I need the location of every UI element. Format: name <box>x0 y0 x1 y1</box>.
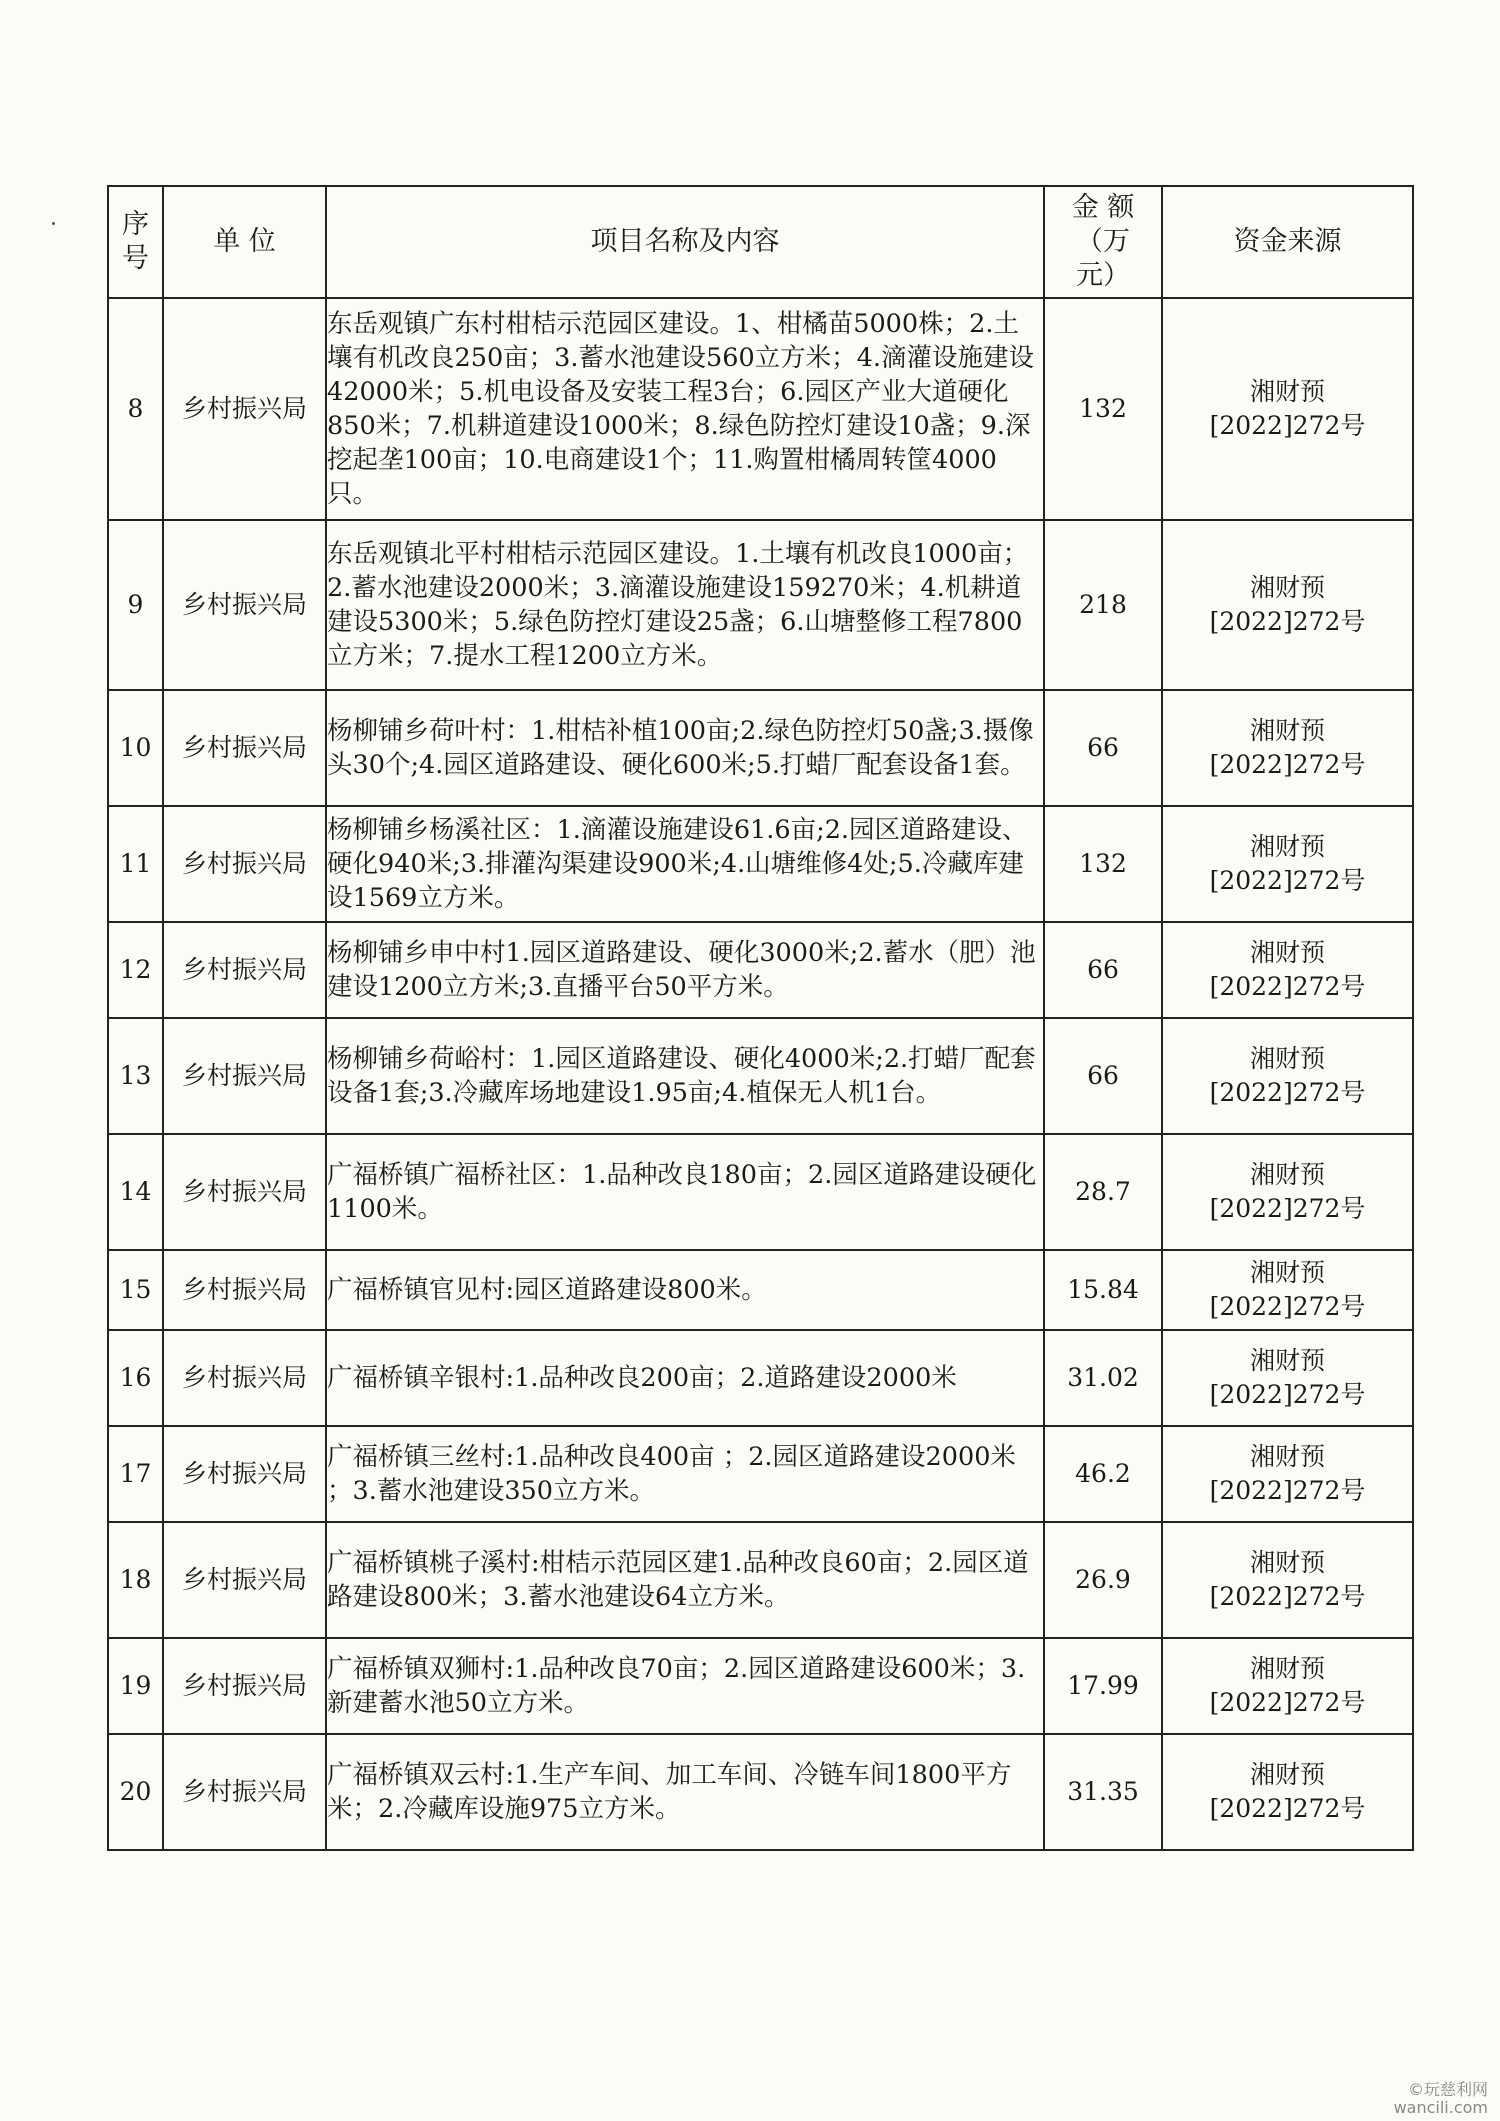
row-unit: 乡村振兴局 <box>163 1522 326 1638</box>
row-unit: 乡村振兴局 <box>163 1330 326 1426</box>
row-content: 广福桥镇官见村:园区道路建设800米。 <box>326 1250 1044 1330</box>
row-unit: 乡村振兴局 <box>163 1134 326 1250</box>
row-amount: 26.9 <box>1044 1522 1162 1638</box>
table-row <box>108 922 1413 1018</box>
row-number: 13 <box>108 1018 163 1134</box>
row-source: 湘财预 [2022]272号 <box>1162 1426 1413 1522</box>
watermark-line1: ©玩慈利网 <box>1407 2080 1488 2099</box>
fund-allocation-table <box>107 185 1414 1851</box>
row-unit: 乡村振兴局 <box>163 298 326 520</box>
row-content: 东岳观镇北平村柑桔示范园区建设。1.土壤有机改良1000亩；2.蓄水池建设2000米；3.滴灌设施建设159270米；4.机耕道建设5300米；5.绿色防控灯建设25盏；6.山塘整修工程7800立方米；7.提水工程1200立方米。 <box>326 520 1044 690</box>
table-row <box>108 1250 1413 1330</box>
row-amount: 17.99 <box>1044 1638 1162 1734</box>
table-row <box>108 690 1413 806</box>
row-amount: 66 <box>1044 922 1162 1018</box>
row-amount: 66 <box>1044 1018 1162 1134</box>
row-source: 湘财预 [2022]272号 <box>1162 690 1413 806</box>
row-content: 广福桥镇广福桥社区：1.品种改良180亩；2.园区道路建设硬化1100米。 <box>326 1134 1044 1250</box>
row-source: 湘财预 [2022]272号 <box>1162 806 1413 922</box>
row-amount: 31.35 <box>1044 1734 1162 1850</box>
header-source: 资金来源 <box>1162 186 1413 298</box>
site-watermark <box>1394 2081 1488 2117</box>
row-unit: 乡村振兴局 <box>163 1018 326 1134</box>
row-source: 湘财预 [2022]272号 <box>1162 1734 1413 1850</box>
row-amount: 132 <box>1044 806 1162 922</box>
row-unit: 乡村振兴局 <box>163 1250 326 1330</box>
table-header-row <box>108 186 1413 298</box>
table-row <box>108 298 1413 520</box>
row-content: 杨柳铺乡荷峪村：1.园区道路建设、硬化4000米;2.打蜡厂配套设备1套;3.冷藏库场地建设1.95亩;4.植保无人机1台。 <box>326 1018 1044 1134</box>
header-num: 序号 <box>108 186 163 298</box>
row-number: 16 <box>108 1330 163 1426</box>
row-source: 湘财预 [2022]272号 <box>1162 520 1413 690</box>
row-number: 19 <box>108 1638 163 1734</box>
row-content: 广福桥镇辛银村:1.品种改良200亩；2.道路建设2000米 <box>326 1330 1044 1426</box>
row-unit: 乡村振兴局 <box>163 922 326 1018</box>
row-number: 20 <box>108 1734 163 1850</box>
table-row <box>108 1426 1413 1522</box>
row-amount: 28.7 <box>1044 1134 1162 1250</box>
row-amount: 218 <box>1044 520 1162 690</box>
row-amount: 15.84 <box>1044 1250 1162 1330</box>
row-source: 湘财预 [2022]272号 <box>1162 298 1413 520</box>
table-row <box>108 1134 1413 1250</box>
row-source: 湘财预 [2022]272号 <box>1162 1638 1413 1734</box>
row-unit: 乡村振兴局 <box>163 1638 326 1734</box>
row-content: 东岳观镇广东村柑桔示范园区建设。1、柑橘苗5000株；2.土壤有机改良250亩；3.蓄水池建设560立方米；4.滴灌设施建设42000米；5.机电设备及安装工程3台；6.园区产业大道硬化850米；7.机耕道建设1000米；8.绿色防控灯建设10盏；9.深挖起垄100亩；10.电商建设1个；11.购置柑橘周转筐4000只。 <box>326 298 1044 520</box>
row-source: 湘财预 [2022]272号 <box>1162 1250 1413 1330</box>
row-source: 湘财预 [2022]272号 <box>1162 1330 1413 1426</box>
row-number: 9 <box>108 520 163 690</box>
row-unit: 乡村振兴局 <box>163 690 326 806</box>
row-source: 湘财预 [2022]272号 <box>1162 1018 1413 1134</box>
row-content: 广福桥镇桃子溪村:柑桔示范园区建1.品种改良60亩；2.园区道路建设800米；3.蓄水池建设64立方米。 <box>326 1522 1044 1638</box>
row-content: 杨柳铺乡申中村1.园区道路建设、硬化3000米;2.蓄水（肥）池建设1200立方米;3.直播平台50平方米。 <box>326 922 1044 1018</box>
row-number: 11 <box>108 806 163 922</box>
table-row <box>108 1018 1413 1134</box>
table-row <box>108 520 1413 690</box>
row-source: 湘财预 [2022]272号 <box>1162 1134 1413 1250</box>
watermark-line2: wancili.com <box>1393 2098 1488 2117</box>
row-amount: 31.02 <box>1044 1330 1162 1426</box>
row-amount: 66 <box>1044 690 1162 806</box>
row-source: 湘财预 [2022]272号 <box>1162 1522 1413 1638</box>
row-number: 12 <box>108 922 163 1018</box>
row-number: 18 <box>108 1522 163 1638</box>
scan-speck <box>52 222 55 225</box>
table-row <box>108 1330 1413 1426</box>
row-unit: 乡村振兴局 <box>163 1426 326 1522</box>
row-amount: 46.2 <box>1044 1426 1162 1522</box>
row-content: 广福桥镇三丝村:1.品种改良400亩 ；2.园区道路建设2000米 ；3.蓄水池建设350立方米。 <box>326 1426 1044 1522</box>
header-amount: 金 额（万元） <box>1044 186 1162 298</box>
header-unit: 单 位 <box>163 186 326 298</box>
row-content: 广福桥镇双狮村:1.品种改良70亩；2.园区道路建设600米；3.新建蓄水池50立方米。 <box>326 1638 1044 1734</box>
row-content: 杨柳铺乡杨溪社区：1.滴灌设施建设61.6亩;2.园区道路建设、硬化940米;3.排灌沟渠建设900米;4.山塘维修4处;5.冷藏库建设1569立方米。 <box>326 806 1044 922</box>
row-number: 14 <box>108 1134 163 1250</box>
row-amount: 132 <box>1044 298 1162 520</box>
header-content: 项目名称及内容 <box>326 186 1044 298</box>
table-row <box>108 1638 1413 1734</box>
row-source: 湘财预 [2022]272号 <box>1162 922 1413 1018</box>
table-row <box>108 1522 1413 1638</box>
row-number: 8 <box>108 298 163 520</box>
row-number: 15 <box>108 1250 163 1330</box>
row-unit: 乡村振兴局 <box>163 520 326 690</box>
table-row <box>108 806 1413 922</box>
row-unit: 乡村振兴局 <box>163 1734 326 1850</box>
row-unit: 乡村振兴局 <box>163 806 326 922</box>
row-number: 17 <box>108 1426 163 1522</box>
row-content: 广福桥镇双云村:1.生产车间、加工车间、冷链车间1800平方米；2.冷藏库设施975立方米。 <box>326 1734 1044 1850</box>
row-content: 杨柳铺乡荷叶村：1.柑桔补植100亩;2.绿色防控灯50盏;3.摄像头30个;4.园区道路建设、硬化600米;5.打蜡厂配套设备1套。 <box>326 690 1044 806</box>
table-row <box>108 1734 1413 1850</box>
row-number: 10 <box>108 690 163 806</box>
